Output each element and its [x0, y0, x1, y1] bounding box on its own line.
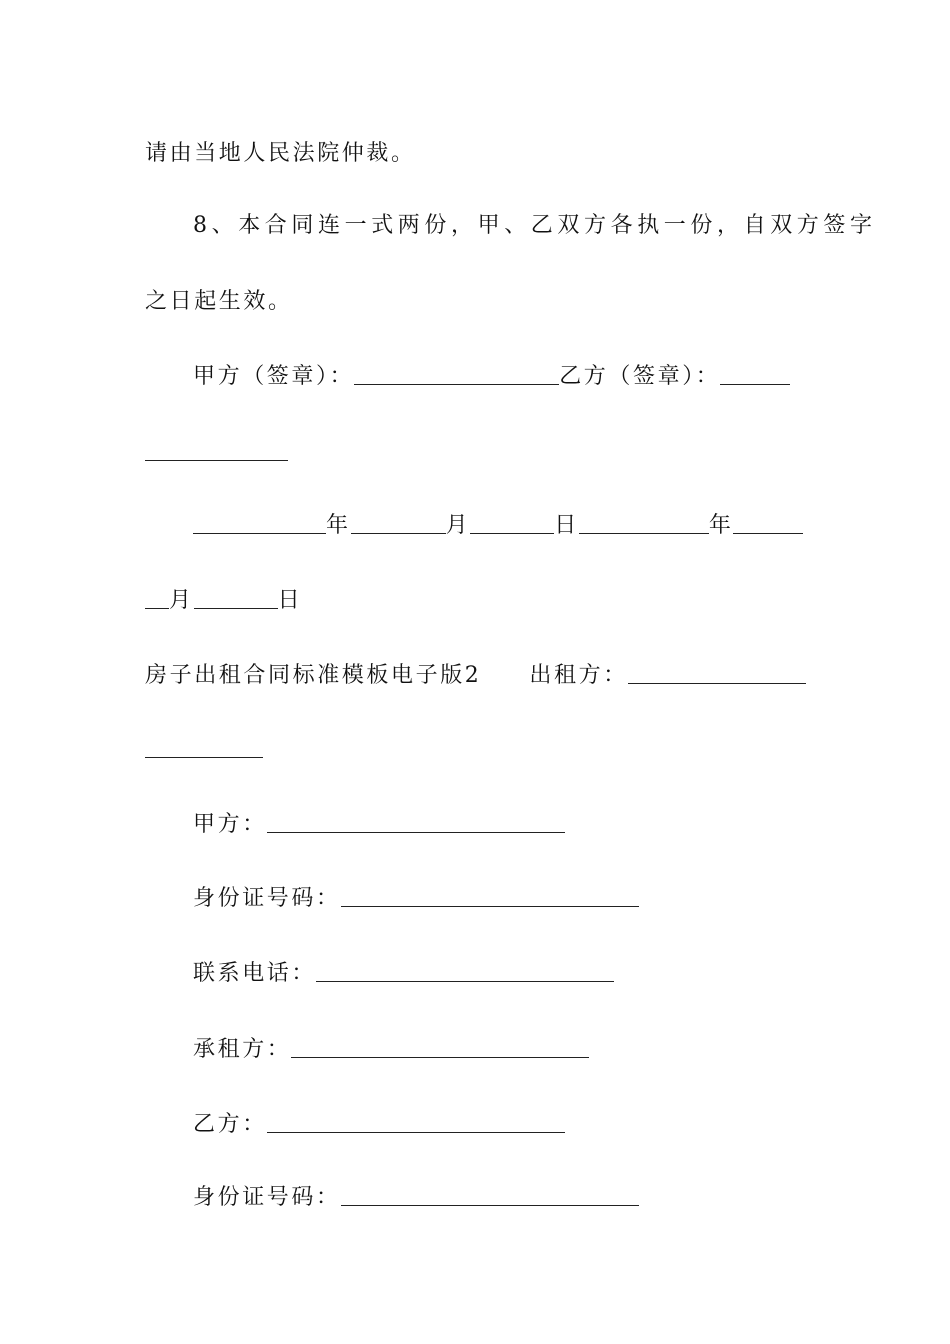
year-label: 年 — [326, 513, 351, 538]
date-line — [193, 511, 807, 541]
id-number-label: 身份证号码： — [193, 1185, 341, 1210]
lessor-line-cont — [145, 735, 807, 765]
text: 8、本合同连一式两份，甲、乙双方各执一份，自双方签字 — [193, 213, 877, 238]
lessee-field — [193, 1035, 807, 1065]
date-line-cont — [145, 586, 807, 616]
party-b-sign-label: 乙方（签章）： — [559, 364, 721, 389]
id-number-label: 身份证号码： — [193, 886, 341, 911]
signature-line — [193, 362, 807, 392]
phone-blank[interactable] — [316, 961, 614, 982]
year-label: 年 — [708, 513, 734, 538]
text: 请由当地人民法院仲裁。 — [145, 141, 416, 166]
signature-line-cont — [145, 438, 807, 468]
year-blank-a[interactable] — [193, 513, 326, 534]
month-label: 月 — [445, 513, 471, 538]
party-a-label: 甲方： — [193, 812, 267, 837]
month-blank-b[interactable] — [733, 513, 803, 534]
party-b-label: 乙方： — [193, 1112, 267, 1137]
id-number-field — [193, 884, 807, 914]
id-number-field-2 — [193, 1183, 807, 1213]
id-number-blank[interactable] — [341, 1185, 639, 1206]
day-blank-a[interactable] — [470, 513, 554, 534]
party-b-field — [193, 1110, 807, 1140]
id-number-blank[interactable] — [341, 886, 639, 907]
party-b-blank[interactable] — [267, 1112, 565, 1133]
month-blank-b-cont[interactable] — [145, 588, 169, 609]
lessor-blank[interactable] — [628, 663, 806, 684]
lessor-label: 出租方： — [529, 663, 628, 688]
year-blank-b[interactable] — [579, 513, 709, 534]
party-a-field — [193, 810, 807, 840]
lessee-label: 承租方： — [193, 1037, 292, 1062]
phone-label: 联系电话： — [193, 961, 317, 986]
day-label: 日 — [277, 588, 303, 613]
party-b-sign-blank[interactable] — [720, 364, 790, 385]
lessor-blank-cont[interactable] — [145, 737, 263, 758]
paragraph-clause-8-cont — [145, 287, 807, 317]
party-b-sign-blank-cont[interactable] — [145, 440, 288, 461]
month-label: 月 — [169, 588, 194, 613]
month-blank-a[interactable] — [351, 513, 446, 534]
paragraph-clause-8 — [193, 211, 877, 241]
paragraph-arbitration-end — [145, 139, 807, 169]
party-a-sign-label: 甲方（签章）： — [193, 364, 355, 389]
contract-title: 房子出租合同标准模板电子版2 — [145, 663, 482, 688]
day-label: 日 — [554, 513, 579, 538]
party-a-blank[interactable] — [267, 812, 565, 833]
party-a-sign-blank[interactable] — [354, 364, 559, 385]
phone-field — [193, 959, 807, 989]
lessee-blank[interactable] — [291, 1037, 589, 1058]
text: 之日起生效。 — [145, 289, 293, 314]
day-blank-b[interactable] — [194, 588, 278, 609]
contract-title-line — [145, 661, 807, 691]
